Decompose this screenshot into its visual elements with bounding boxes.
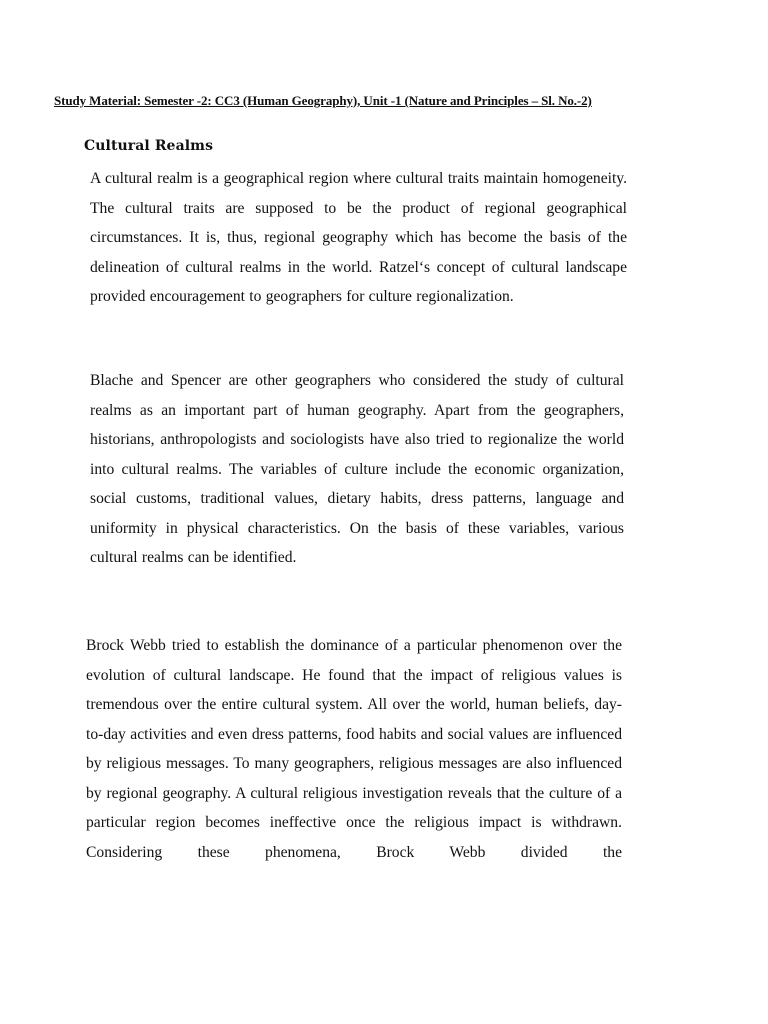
section-heading: Cultural Realms [84,138,214,154]
document-header: Study Material: Semester -2: CC3 (Human Geography), Unit -1 (Nature and Principles – Sl. No.-2) [54,93,592,108]
paragraph-brock-webb: Brock Webb tried to establish the dominance of a particular phenomenon over the evolution of cultural landscape. He found that the impact of religious values is tremendous over the entire cultural system. All over the world, human beliefs, day-to-day activities and even dress patterns, food habits and social values are influenced by religious messages. To many geographers, religious messages are also influenced by regional geography. A cultural religious investigation reveals that the culture of a particular region becomes ineffective once the religious impact is withdrawn. Considering these phenomena, Brock Webb divided the [86,637,622,861]
paragraph-cultural-realm-definition: A cultural realm is a geographical region where cultural traits maintain homogeneity. The cultural traits are supposed to be the product of regional geographical circumstances. It is, thus, regional geography which has become the basis of the delineation of cultural realms in the world. Ratzel‘s concept of cultural landscape provided encouragement to geographers for culture regionalization. [90,170,627,305]
paragraph-blache-spencer: Blache and Spencer are other geographers who considered the study of cultural realms as an important part of human geography. Apart from the geographers, historians, anthropologists and sociologists have also tried to regionalize the world into cultural realms. The variables of culture include the economic organization, social customs, traditional values, dietary habits, dress patterns, language and uniformity in physical characteristics. On the basis of these variables, various cultural realms can be identified. [90,372,624,566]
